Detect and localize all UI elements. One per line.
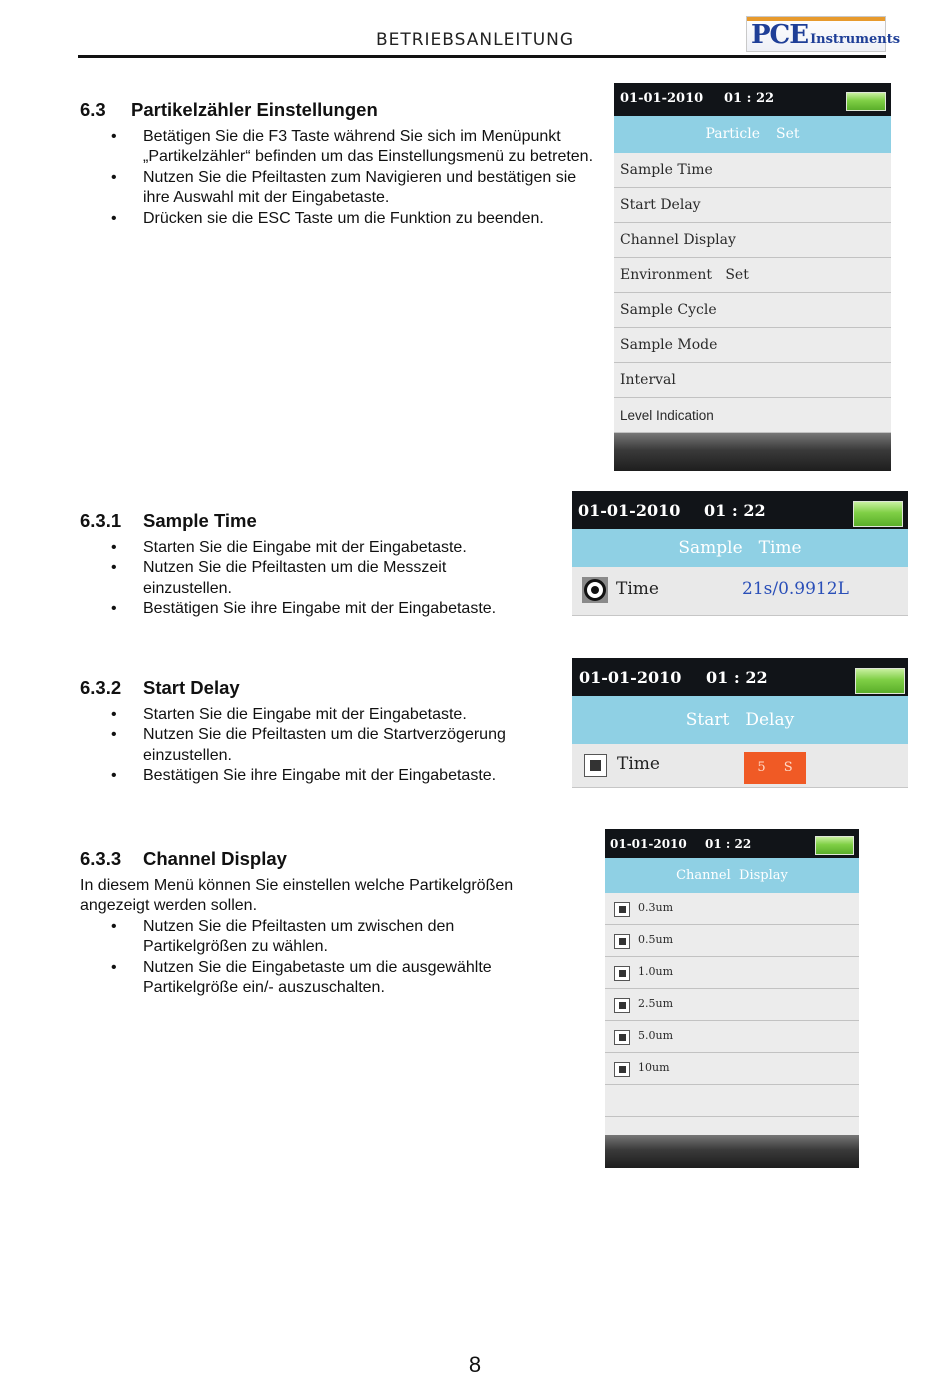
status-date: 01-01-2010 (578, 501, 681, 520)
status-date: 01-01-2010 (620, 91, 704, 106)
menu-item-label: Level Indication (620, 408, 714, 423)
status-bar (572, 658, 908, 696)
section-number: 6.3 (80, 99, 106, 120)
menu-item-channel-display[interactable] (614, 223, 891, 258)
status-date: 01-01-2010 (579, 668, 682, 687)
bullet-item: • Betätigen Sie die F3 Taste während Sie sich im Menüpunkt „Partikelzähler“ befinden um das Einstellungsmenü zu betreten. (80, 127, 600, 168)
delay-unit: S (783, 760, 793, 775)
document-header-title: BETRIEBSANLEITUNG (375, 30, 575, 50)
bullet-item: • Starten Sie die Eingabe mit der Eingabetaste. (80, 705, 555, 726)
section-start-delay (80, 678, 600, 787)
checkbox-icon[interactable] (614, 966, 630, 981)
section-number: 6.3.2 (80, 677, 122, 698)
status-bar (605, 829, 859, 858)
menu-item-interval[interactable] (614, 363, 891, 398)
section-title: Start Delay (143, 677, 240, 698)
screen-title-bar (572, 696, 908, 744)
setting-row-time[interactable] (572, 744, 908, 788)
channel-row-2-5um[interactable] (605, 989, 859, 1021)
screen-title-word: Sample (678, 538, 743, 558)
battery-icon (846, 92, 886, 111)
setting-row-time[interactable] (572, 567, 908, 616)
channel-row-0-3um[interactable] (605, 893, 859, 925)
screen-title-bar (572, 529, 908, 567)
screen-title-word: Set (776, 126, 800, 142)
radio-selected-icon[interactable] (584, 579, 606, 601)
section-intro-text: In diesem Menü können Sie einstellen welche Partikelgrößen angezeigt werden sollen. (80, 876, 514, 914)
menu-item-sample-time[interactable] (614, 153, 891, 188)
screen-title-word: Time (758, 538, 802, 558)
screen-footer-bar (605, 1135, 859, 1168)
battery-icon (855, 668, 905, 694)
screen-title-word: Delay (745, 710, 795, 730)
bullet-list (80, 538, 530, 620)
device-screen-start-delay (572, 658, 908, 788)
menu-item-start-delay[interactable] (614, 188, 891, 223)
channel-label: 2.5um (638, 997, 674, 1010)
section-heading (80, 511, 600, 532)
status-bar (614, 83, 891, 116)
screen-title-bar (614, 116, 891, 153)
section-sample-time (80, 511, 600, 620)
bullet-list (80, 705, 555, 787)
section-heading (80, 100, 600, 121)
device-screen-particle-set (614, 83, 891, 471)
section-title: Partikelzähler Einstellungen (131, 99, 378, 120)
menu-item-label: Interval (620, 372, 676, 388)
menu-item-label: Channel Display (620, 232, 736, 248)
setting-label: Time (617, 754, 660, 774)
screen-footer-bar (614, 433, 891, 471)
menu-item-sample-cycle[interactable] (614, 293, 891, 328)
checkbox-icon[interactable] (614, 998, 630, 1013)
page-number: 8 (468, 1352, 482, 1377)
battery-icon (815, 836, 854, 855)
section-heading (80, 849, 560, 870)
section-title: Channel Display (143, 848, 287, 869)
section-heading (80, 678, 600, 699)
bullet-item: • Nutzen Sie die Pfeiltasten um die Messzeit einzustellen. (80, 558, 530, 599)
bullet-item: • Nutzen Sie die Pfeiltasten um die Startverzögerung einzustellen. (80, 725, 555, 766)
bullet-item: • Bestätigen Sie ihre Eingabe mit der Eingabetaste. (80, 599, 530, 620)
logo-wordmark (751, 20, 900, 50)
menu-item-sample-mode[interactable] (614, 328, 891, 363)
channel-row-1-0um[interactable] (605, 957, 859, 989)
checkbox-icon[interactable] (614, 902, 630, 917)
checkbox-icon[interactable] (614, 1030, 630, 1045)
channel-label: 5.0um (638, 1029, 674, 1042)
channel-label: 0.3um (638, 901, 674, 914)
checkbox-icon[interactable] (614, 1062, 630, 1077)
logo-sub-text: Instruments (810, 32, 901, 47)
section-particle-counter-settings (80, 100, 600, 229)
menu-item-environment-set[interactable] (614, 258, 891, 293)
menu-item-label: Environment Set (620, 267, 749, 283)
delay-value: 5 (757, 760, 766, 775)
menu-item-label: Start Delay (620, 197, 701, 213)
bullet-item: • Nutzen Sie die Pfeiltasten um zwischen den Partikelgrößen zu wählen. (80, 917, 540, 958)
menu-item-label: Sample Cycle (620, 302, 717, 318)
section-title: Sample Time (143, 510, 257, 531)
device-screen-sample-time (572, 491, 908, 616)
bullet-item: • Bestätigen Sie ihre Eingabe mit der Eingabetaste. (80, 766, 555, 787)
screen-title-word: Start (685, 710, 730, 730)
setting-label: Time (616, 579, 659, 599)
channel-row-empty (605, 1085, 859, 1117)
status-time: 01 : 22 (704, 501, 766, 520)
channel-row-0-5um[interactable] (605, 925, 859, 957)
status-time: 01 : 22 (706, 668, 768, 687)
channel-row-10um[interactable] (605, 1053, 859, 1085)
bullet-list (80, 917, 540, 999)
header-divider (78, 55, 886, 58)
sample-time-value[interactable]: 21s/0.9912L (742, 579, 849, 599)
screen-title-word: Particle (705, 126, 761, 142)
section-number: 6.3.3 (80, 848, 122, 869)
bullet-item: • Nutzen Sie die Pfeiltasten zum Navigieren und bestätigen sie ihre Auswahl mit der Eingabetaste. (80, 168, 600, 209)
pce-instruments-logo (746, 16, 901, 52)
device-screen-channel-display (605, 829, 859, 1168)
section-channel-display (80, 849, 560, 999)
channel-label: 1.0um (638, 965, 674, 978)
status-date: 01-01-2010 (610, 837, 687, 851)
screen-title-bar: Channel Display (605, 858, 859, 893)
status-time: 01 : 22 (724, 91, 775, 106)
menu-item-label: Sample Time (620, 162, 713, 178)
bullet-item: • Starten Sie die Eingabe mit der Eingabetaste. (80, 538, 530, 559)
channel-row-5-0um[interactable] (605, 1021, 859, 1053)
section-number: 6.3.1 (80, 510, 122, 531)
battery-icon (853, 501, 903, 527)
channel-label: 0.5um (638, 933, 674, 946)
menu-item-level-indication[interactable] (614, 398, 891, 433)
bullet-list (80, 127, 600, 230)
status-bar (572, 491, 908, 529)
start-delay-value-field[interactable] (744, 752, 806, 784)
checkbox-icon[interactable] (614, 934, 630, 949)
status-time: 01 : 22 (705, 837, 752, 851)
bullet-item: • Drücken sie die ESC Taste um die Funktion zu beenden. (80, 209, 600, 230)
checkbox-icon[interactable] (584, 754, 607, 777)
channel-row-empty (605, 1117, 859, 1137)
logo-main-text: PCE (751, 20, 809, 50)
menu-item-label: Sample Mode (620, 337, 718, 353)
channel-label: 10um (638, 1061, 670, 1074)
bullet-item: • Nutzen Sie die Eingabetaste um die ausgewählte Partikelgröße ein/- auszuschalten. (80, 958, 540, 999)
